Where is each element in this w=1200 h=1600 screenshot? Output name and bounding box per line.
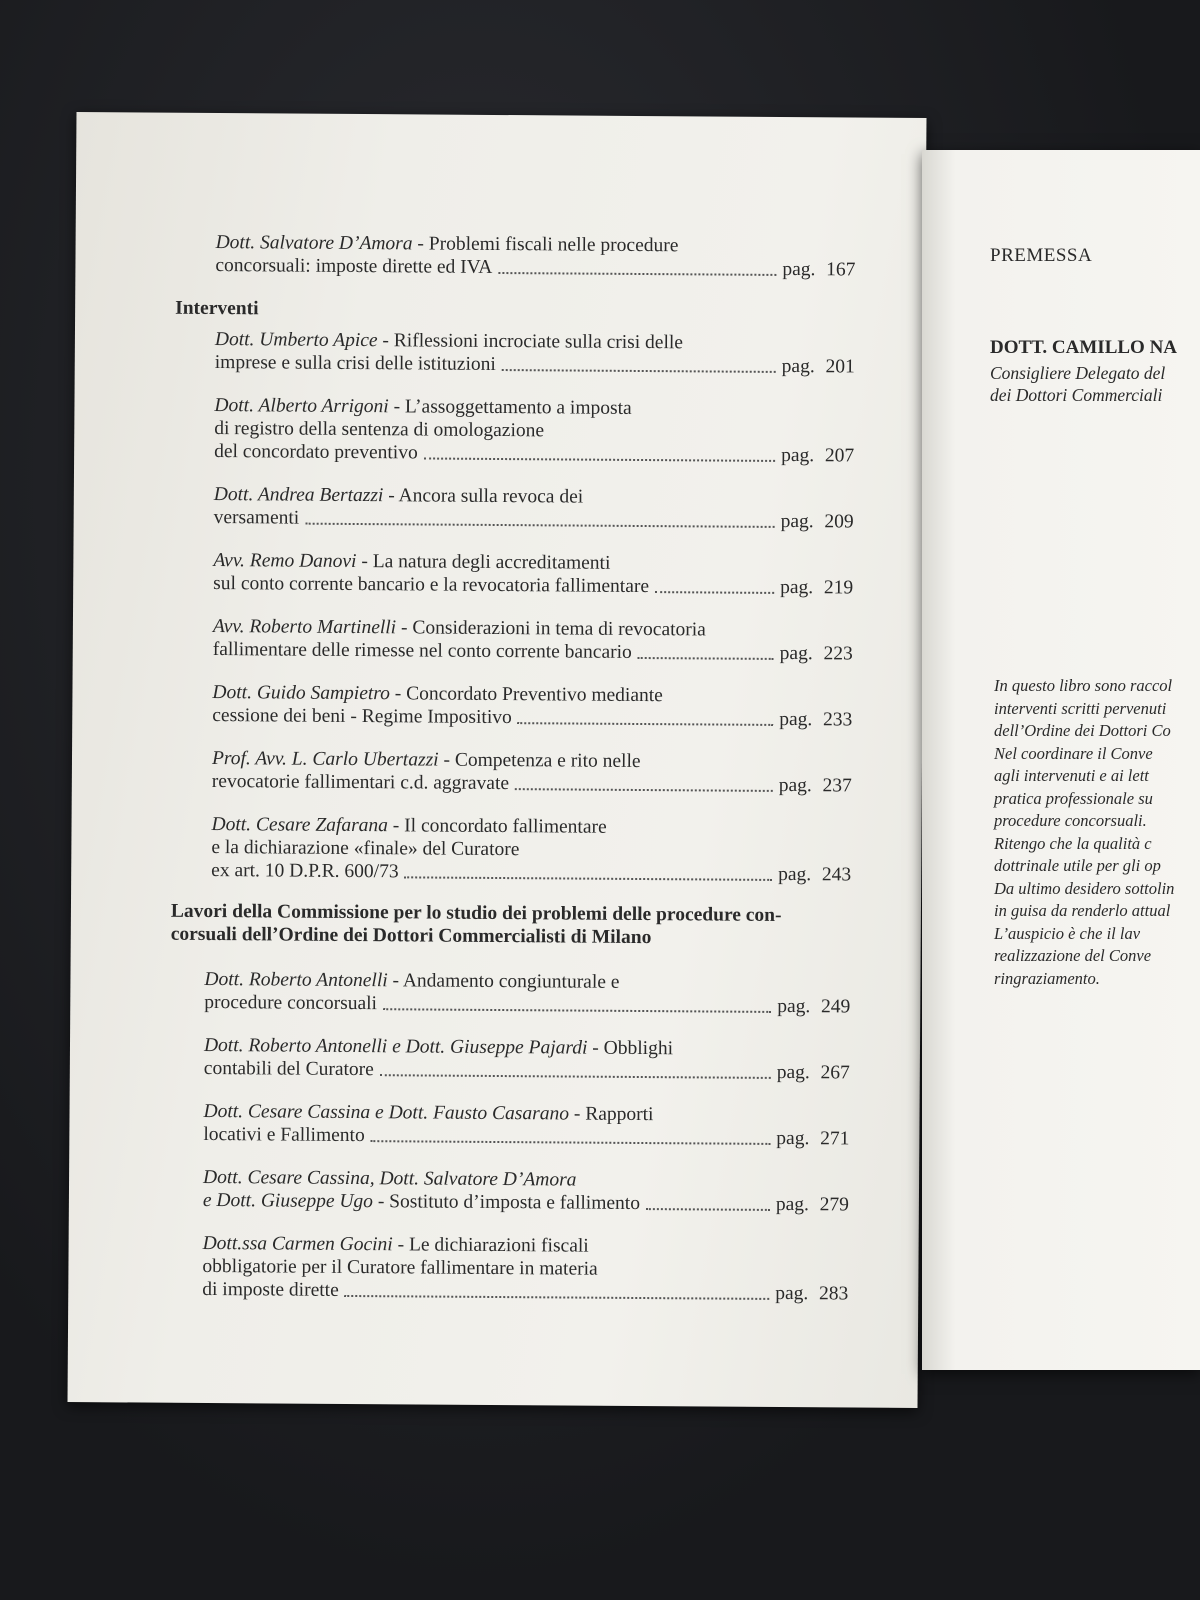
toc-title-line: revocatorie fallimentari c.d. aggravate	[211, 771, 510, 795]
page-label: pag.	[775, 1193, 809, 1216]
page-number: 283	[818, 1283, 849, 1305]
toc-title-line: obbligatorie per il Curatore fallimentare in materia	[202, 1255, 598, 1280]
toc-entry	[211, 813, 851, 886]
body-line: interventi scritti pervenuti	[994, 698, 1167, 718]
toc-title-line: ex art. 10 D.P.R. 600/73	[211, 860, 399, 883]
toc-title-line: - Problemi fiscali nelle procedure	[412, 233, 679, 257]
dot-leader	[371, 1140, 771, 1145]
page-label: pag.	[781, 355, 815, 378]
page-label: pag.	[778, 774, 812, 797]
body-line: in guisa da renderlo attual	[994, 901, 1171, 920]
dot-leader	[380, 1074, 771, 1079]
toc-title-line: contabili del Curatore	[203, 1057, 374, 1081]
toc-title-line: cessione dei beni - Regime Impositivo	[212, 705, 512, 729]
toc-author: Avv. Roberto Martinelli	[212, 616, 397, 639]
toc-title-line: e la dichiarazione «finale» del Curatore	[211, 837, 520, 861]
toc-entry	[215, 328, 855, 378]
toc-author: Dott. Andrea Bertazzi	[213, 484, 384, 507]
toc-entry	[214, 483, 854, 533]
page-label: pag.	[778, 863, 812, 886]
toc-entry	[202, 1232, 848, 1306]
page-number: 233	[822, 709, 853, 731]
toc-author: Dott.ssa Carmen Gocini	[202, 1232, 393, 1256]
body-line: Ritengo che la qualità c	[994, 833, 1152, 853]
toc-title-line: procedure concorsuali	[204, 991, 378, 1015]
toc-author: Dott. Salvatore D’Amora	[215, 232, 413, 255]
toc-title-line: - Obblighi	[587, 1037, 674, 1060]
toc-title-line: di imposte dirette	[202, 1278, 339, 1301]
body-line: agli intervenuti e ai lett	[994, 766, 1149, 785]
toc-title-line: - Il concordato fallimentare	[387, 815, 607, 838]
toc-entry	[214, 394, 854, 467]
dot-leader	[498, 272, 776, 276]
toc-author: Prof. Avv. L. Carlo Ubertazzi	[211, 748, 439, 771]
dot-leader	[502, 369, 776, 373]
toc-title-line: fallimentare delle rimesse nel conto corrente bancario	[212, 639, 632, 663]
dot-leader	[405, 876, 773, 881]
toc-title-line: - Rapporti	[568, 1103, 654, 1126]
body-line: ringraziamento.	[994, 968, 1100, 988]
body-line: Nel coordinare il Conve	[994, 743, 1153, 763]
toc-title-line: - Riflessioni incrociate sulla crisi delle	[377, 330, 684, 354]
body-line: L’auspicio è che il lav	[994, 923, 1141, 943]
toc-title-line: - Concordato Preventivo mediante	[389, 683, 663, 707]
toc-author: Dott. Cesare Cassina e Dott. Fausto Casarano	[203, 1100, 570, 1125]
toc-title-line: - Competenza e rito nelle	[438, 749, 641, 773]
toc-title-line: - Le dichiarazioni fiscali	[392, 1234, 589, 1257]
toc-author: e Dott. Giuseppe Ugo	[202, 1189, 374, 1213]
toc-author: Dott. Cesare Zafarana	[211, 814, 389, 837]
body-line: pratica professionale su	[994, 788, 1153, 808]
page-number: 207	[824, 445, 855, 467]
toc-title-line: - Ancora sulla revoca dei	[383, 485, 584, 508]
toc-title-line: locativi e Fallimento	[203, 1123, 365, 1147]
page-number: 201	[825, 356, 855, 378]
page-label: pag.	[782, 258, 816, 281]
toc-entry	[212, 681, 852, 731]
page-label: pag.	[780, 576, 814, 599]
toc-title-line: versamenti	[213, 507, 300, 529]
page-title: PREMESSA	[990, 245, 1093, 266]
dot-leader	[515, 788, 773, 792]
toc-title-line: - L’assoggettamento a imposta	[388, 396, 632, 419]
dot-leader	[424, 457, 775, 461]
dot-leader	[655, 591, 774, 594]
toc-title-line: sul conto corrente bancario e la revocatoria fallimentare	[213, 573, 650, 598]
section-heading-line: corsuali dell’Ordine dei Dottori Commercialisti di Milano	[170, 923, 652, 949]
body-line: In questo libro sono raccol	[994, 676, 1173, 695]
toc-author: Dott. Roberto Antonelli e Dott. Giuseppe Pajardi	[203, 1034, 588, 1059]
toc-author: Avv. Remo Danovi	[213, 550, 357, 573]
page-label: pag.	[776, 1127, 810, 1150]
toc-entry	[215, 231, 855, 281]
toc-entry	[204, 1034, 850, 1085]
toc-author: Dott. Umberto Apice	[214, 329, 378, 352]
author-role	[990, 362, 1165, 406]
body-text	[994, 675, 1174, 990]
author-role-line: dei Dottori Commerciali	[990, 385, 1163, 405]
page-label: pag.	[776, 1061, 810, 1084]
section-heading-line: Lavori della Commissione per lo studio dei problemi delle procedure con-	[170, 900, 782, 926]
dot-leader	[305, 523, 774, 528]
left-page-table-of-contents	[68, 112, 927, 1408]
page-label: pag.	[781, 444, 815, 467]
toc-author: Dott. Roberto Antonelli	[204, 968, 388, 992]
toc-author: Dott. Alberto Arrigoni	[214, 395, 389, 418]
body-line: realizzazione del Conve	[994, 946, 1152, 965]
toc-title-line: di registro della sentenza di omologazione	[214, 418, 545, 442]
toc-title-line: - Andamento congiunturale e	[387, 970, 620, 993]
author-name: DOTT. CAMILLO NA	[990, 337, 1178, 358]
right-page-premessa	[922, 150, 1200, 1370]
toc-entry	[213, 549, 853, 599]
page-number: 167	[826, 259, 856, 281]
dot-leader	[646, 1208, 770, 1211]
dot-leader	[383, 1008, 771, 1013]
page-label: pag.	[779, 642, 813, 665]
toc-title-line: - Considerazioni in tema di revocatoria	[396, 617, 706, 641]
page-number: 267	[820, 1062, 850, 1084]
page-label: pag.	[775, 1282, 809, 1305]
toc-entry	[204, 968, 850, 1019]
dot-leader	[638, 657, 774, 660]
toc-entry	[212, 747, 852, 797]
toc-title-line: - La natura degli accreditamenti	[356, 551, 611, 574]
section-heading	[171, 900, 851, 951]
page-number: 249	[820, 996, 851, 1018]
page-number: 209	[824, 511, 854, 533]
toc-entry	[203, 1100, 849, 1151]
page-number: 279	[819, 1194, 849, 1216]
page-number: 271	[820, 1128, 850, 1150]
page-number: 223	[823, 643, 853, 665]
body-line: dottrinale utile per gli op	[994, 856, 1161, 875]
toc-author: Dott. Cesare Cassina, Dott. Salvatore D’Amora	[203, 1166, 577, 1191]
toc-entry	[203, 1166, 849, 1217]
toc-title-line: concorsuali: imposte dirette ed IVA	[215, 255, 493, 278]
toc-title-line: - Sostituto d’imposta e fallimento	[372, 1191, 641, 1215]
page-label: pag.	[780, 510, 814, 533]
toc-entry	[213, 615, 853, 665]
page-number: 219	[823, 577, 854, 599]
page-label: pag.	[779, 708, 813, 731]
toc-title-line: del concordato preventivo	[214, 441, 418, 464]
page-label: pag.	[777, 995, 811, 1018]
body-line: procedure concorsuali.	[994, 811, 1147, 830]
dot-leader	[518, 722, 773, 726]
author-role-line: Consigliere Delegato del	[990, 363, 1166, 383]
section-heading: Interventi	[175, 297, 259, 320]
page-number: 243	[821, 864, 852, 886]
dot-leader	[345, 1295, 769, 1300]
page-number: 237	[822, 775, 852, 797]
toc-title-line: imprese e sulla crisi delle istituzioni	[214, 352, 496, 375]
toc-author: Dott. Guido Sampietro	[212, 682, 391, 705]
body-line: Da ultimo desidero sottolin	[994, 878, 1175, 898]
body-line: dell’Ordine dei Dottori Co	[994, 721, 1171, 740]
toc-list	[168, 231, 856, 1326]
